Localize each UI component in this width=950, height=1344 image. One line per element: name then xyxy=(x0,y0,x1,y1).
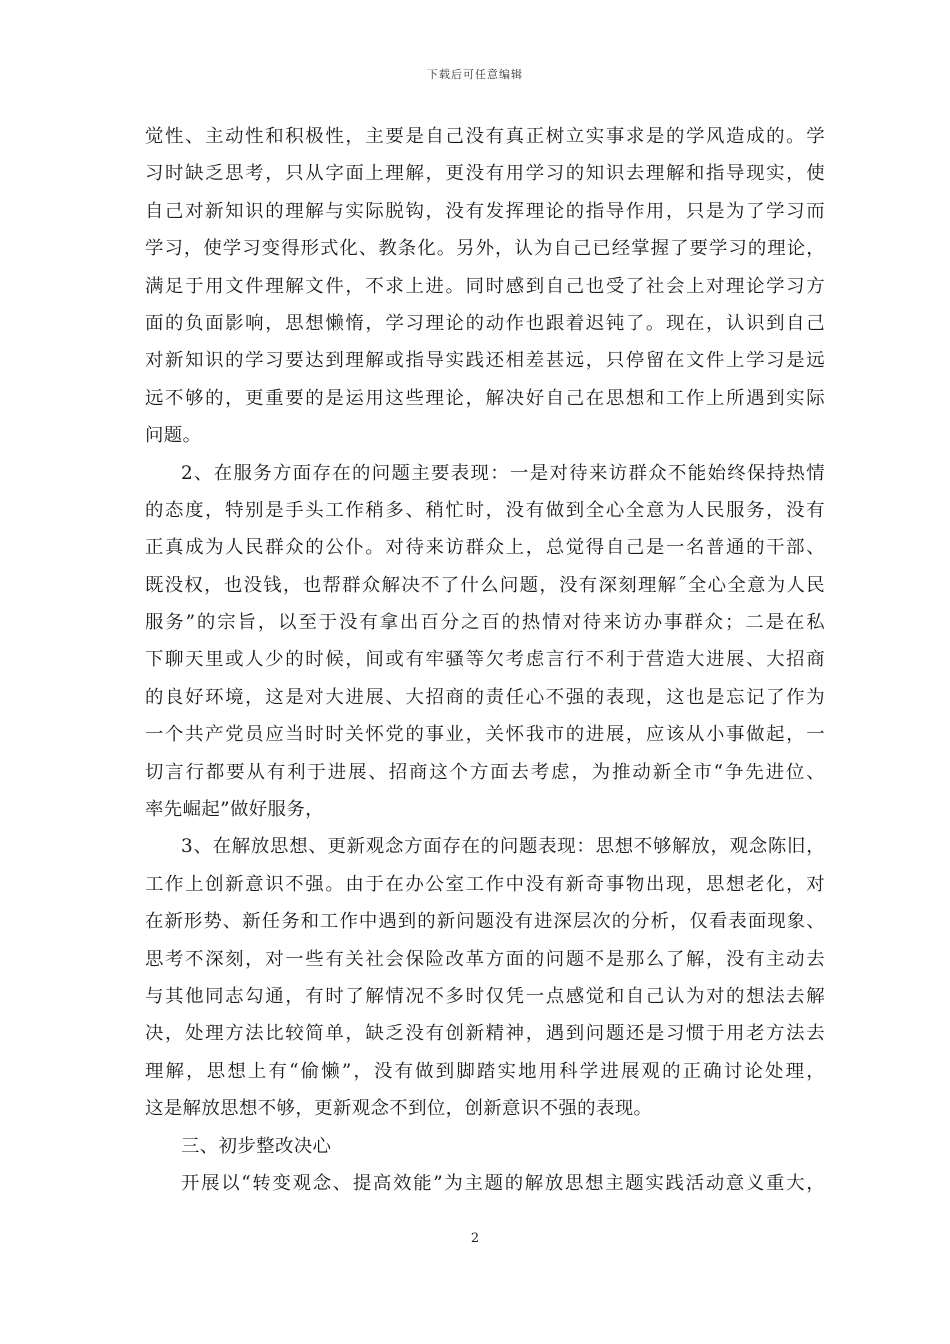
text-line: 在新形势、新任务和工作中遇到的新问题没有进深层次的分析，仅看表面现象、 xyxy=(145,911,825,933)
text-line: 率先崛起”做好服务， xyxy=(145,799,324,821)
paragraph-first-line: 三、初步整改决心 xyxy=(181,1135,332,1157)
text-line: 习时缺乏思考，只从字面上理解，更没有用学习的知识去理解和指导现实，使 xyxy=(145,163,825,185)
text-line: 思考不深刻，对一些有关社会保险改革方面的问题不是那么了解，没有主动去 xyxy=(145,948,825,970)
text-line: 工作上创新意识不强。由于在办公室工作中没有新奇事物出现，思想老化，对 xyxy=(145,873,825,895)
text-line: 既没权，也没钱，也帮群众解决不了什么问题，没有深刻理解˝全心全意为人民 xyxy=(145,574,825,596)
page-header: 下载后可任意编辑 xyxy=(427,68,523,81)
text-line: 服务”的宗旨，以至于没有拿出百分之百的热情对待来访办事群众；二是在私 xyxy=(145,612,825,634)
text-line: 这是解放思想不够，更新观念不到位，创新意识不强的表现。 xyxy=(145,1098,653,1120)
text-line: 决，处理方法比较简单，缺乏没有创新精神，遇到问题还是习惯于用老方法去 xyxy=(145,1023,825,1045)
paragraph-first-line: 3、在解放思想、更新观念方面存在的问题表现：思想不够解放，观念陈旧， xyxy=(181,836,825,858)
text-line: 一个共产党员应当时时关怀党的事业，关怀我市的进展，应该从小事做起，一 xyxy=(145,724,825,746)
text-line: 觉性、主动性和积极性，主要是自己没有真正树立实事求是的学风造成的。学 xyxy=(145,126,825,147)
text-line: 问题。 xyxy=(145,425,202,447)
text-line: 对新知识的学习要达到理解或指导实践还相差甚远，只停留在文件上学习是远 xyxy=(145,350,825,372)
text-line: 自己对新知识的理解与实际脱钩，没有发挥理论的指导作用，只是为了学习而 xyxy=(145,200,825,222)
page-number: 2 xyxy=(470,1231,480,1246)
text-line: 学习，使学习变得形式化、教条化。另外，认为自己已经掌握了要学习的理论， xyxy=(145,238,825,260)
text-line: 面的负面影响，思想懒惰，学习理论的动作也跟着迟钝了。现在，认识到自己 xyxy=(145,312,825,334)
text-line: 远不够的，更重要的是运用这些理论，解决好自己在思想和工作上所遇到实际 xyxy=(145,387,825,409)
paragraph-first-line: 开展以“转变观念、提高效能”为主题的解放思想主题实践活动意义重大， xyxy=(181,1172,825,1194)
text-line: 理解，思想上有“偷懒”，没有做到脚踏实地用科学进展观的正确讨论处理， xyxy=(145,1060,825,1082)
paragraph-first-line: 2、在服务方面存在的问题主要表现：一是对待来访群众不能始终保持热情 xyxy=(181,462,825,484)
text-line: 与其他同志勾通，有时了解情况不多时仅凭一点感觉和自己认为对的想法去解 xyxy=(145,985,825,1007)
text-line: 正真成为人民群众的公仆。对待来访群众上，总觉得自己是一名普通的干部、 xyxy=(145,537,825,559)
text-line: 的态度，特别是手头工作稍多、稍忙时，没有做到全心全意为人民服务，没有 xyxy=(145,499,825,521)
text-line: 满足于用文件理解文件，不求上进。同时感到自己也受了社会上对理论学习方 xyxy=(145,275,825,297)
text-line: 切言行都要从有利于进展、招商这个方面去考虑，为推动新全市“争先进位、 xyxy=(145,761,825,783)
text-line: 的良好环境，这是对大进展、大招商的责任心不强的表现，这也是忘记了作为 xyxy=(145,686,825,708)
text-line: 下聊天里或人少的时候，间或有牢骚等欠考虑言行不利于营造大进展、大招商 xyxy=(145,649,825,671)
document-body xyxy=(145,118,825,1202)
